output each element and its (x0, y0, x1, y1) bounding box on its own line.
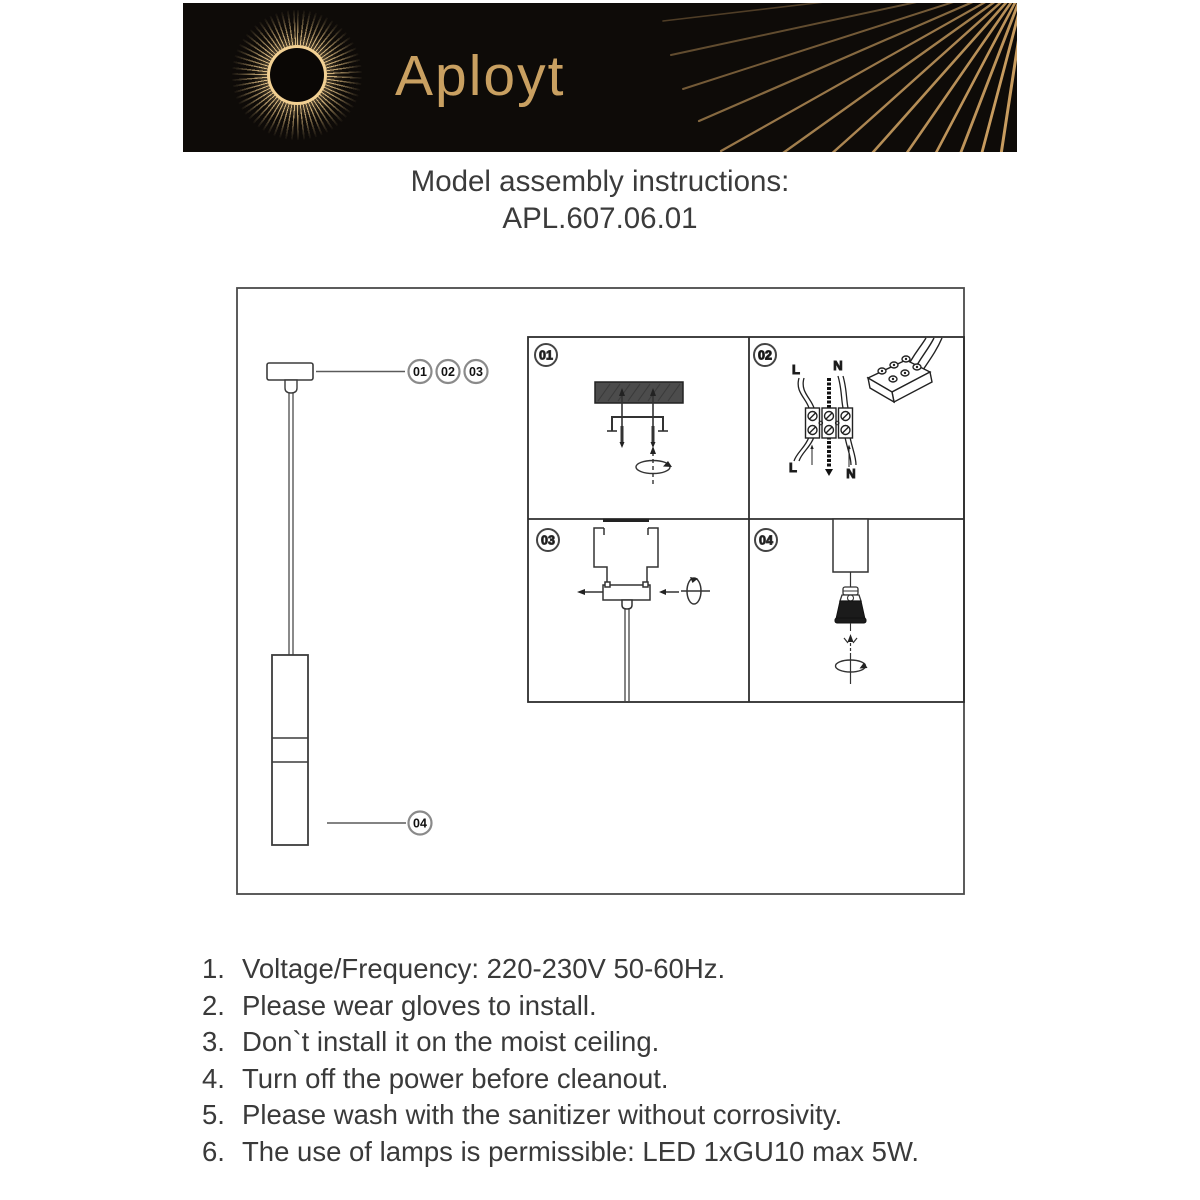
ceiling-line (603, 519, 649, 523)
assembly-diagram (230, 280, 980, 905)
terminal-block-3d (868, 338, 942, 402)
item-text: Don`t install it on the moist ceiling. (242, 1026, 660, 1057)
brand-name: Aployt (395, 44, 566, 108)
instruction-list (202, 951, 1122, 1170)
item-text: The use of lamps is permissible: LED 1xGU10 max 5W. (242, 1135, 920, 1167)
item-number: 3. (202, 1026, 225, 1057)
insert-arrow (844, 623, 857, 655)
bracket-screws (620, 426, 656, 448)
callout-label: 03 (469, 365, 483, 379)
step-badge-label: 01 (539, 348, 553, 363)
list-item (202, 1134, 1122, 1171)
item-number: 4. (202, 1062, 225, 1094)
step-badge-label: 04 (759, 533, 773, 548)
callout-label: 02 (441, 365, 455, 379)
panel-step-01 (535, 344, 683, 484)
step-badge-label: 03 (541, 533, 555, 548)
list-item (202, 1061, 1122, 1098)
page-title: Model assembly instructions: (410, 165, 790, 198)
mounting-bracket (612, 417, 663, 431)
item-number: 5. (202, 1099, 225, 1130)
pendant-lamp-drawing (267, 363, 406, 845)
rotation-symbol (681, 577, 710, 604)
panel-step-03 (537, 519, 710, 702)
terminal-block (806, 408, 853, 438)
item-number: 2. (202, 989, 225, 1021)
panel-step-04 (755, 519, 868, 684)
list-item (202, 1024, 1122, 1061)
panel-step-02 (754, 338, 942, 481)
title-block (0, 163, 1200, 237)
rays-decoration-icon (183, 3, 1017, 152)
item-text: Voltage/Frequency: 220-230V 50-60Hz. (242, 953, 726, 984)
neutral-label-bottom: N (846, 466, 856, 481)
item-text: Turn off the power before cleanout. (242, 1062, 669, 1094)
lamp-shade (272, 655, 308, 845)
item-number: 6. (202, 1135, 225, 1167)
screw-rotation-symbol (636, 446, 672, 484)
model-number: APL.607.06.01 (502, 202, 698, 235)
list-item (202, 988, 1122, 1025)
callout-label: 04 (413, 816, 427, 831)
step-badge-label: 02 (758, 348, 772, 363)
list-item (202, 1097, 1122, 1134)
item-text: Please wash with the sanitizer without corrosivity. (242, 1099, 843, 1130)
lamp-tube (833, 519, 868, 572)
brand-banner (183, 3, 1017, 152)
rotation-symbol (836, 655, 868, 684)
lamp-connector (285, 380, 297, 393)
neutral-label-top: N (833, 358, 843, 373)
lamp-canopy (267, 363, 313, 380)
callout-label: 01 (413, 365, 427, 379)
live-label-top: L (792, 362, 800, 377)
canopy-cross-section (594, 528, 658, 701)
live-label-bottom: L (789, 460, 797, 475)
gu10-bulb (835, 587, 866, 623)
bottom-callout (409, 812, 432, 835)
item-text: Please wear gloves to install. (242, 989, 597, 1021)
top-callouts (409, 360, 488, 383)
item-number: 1. (202, 953, 225, 984)
list-item (202, 951, 1122, 988)
